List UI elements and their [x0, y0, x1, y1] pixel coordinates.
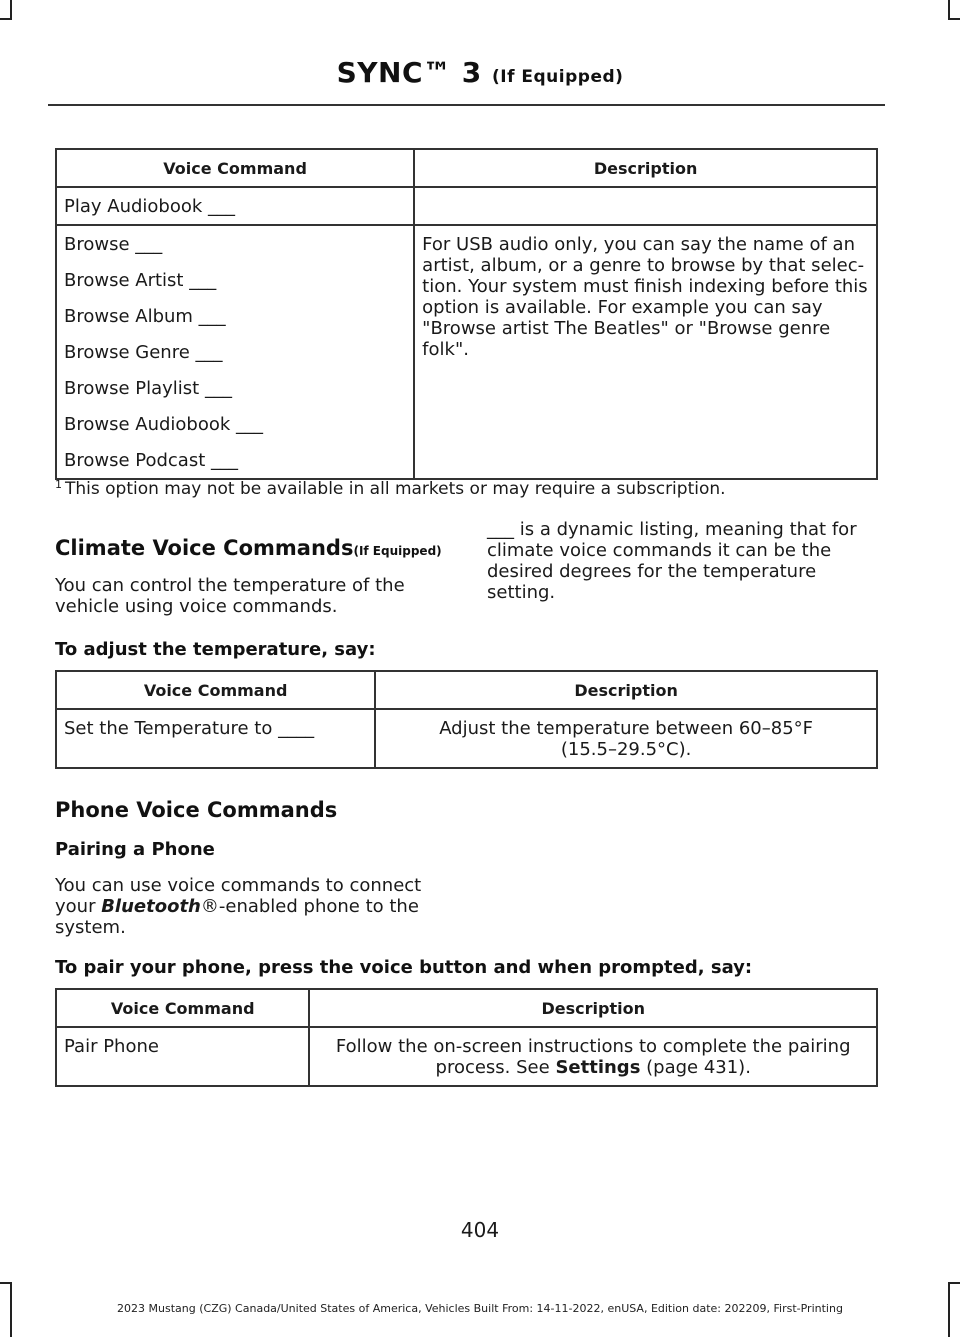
edition-info: 2023 Mustang (CZG) Canada/United States of America, Vehicles Built From: 14-11-2022, enUSA, Edition date: 202209, First-Printing — [117, 1302, 843, 1315]
crop-mark-top-right — [948, 0, 950, 20]
table-row — [56, 225, 877, 479]
table-header-row — [56, 149, 877, 187]
voice-command: Browse Playlist ___ — [64, 378, 232, 399]
footnote-marker: 1 — [55, 478, 62, 491]
page-header-title — [0, 56, 960, 89]
description-cell: For USB audio only, you can say the name of an artist, album, or a genre to browse by that selec-tion. Your system must finish indexing before this option is available. For example you can say "Browse artist The Beatles" or "Browse genre folk". — [414, 225, 877, 479]
voice-command-cell: Set the Temperature to ____ — [56, 709, 375, 768]
climate-dynamic-note: ___ is a dynamic listing, meaning that for climate voice commands it can be the desired degrees for the temperature setting. — [487, 519, 857, 603]
column-header-description: Description — [375, 671, 877, 709]
crop-mark-top-right — [948, 18, 960, 20]
page-reference: (page 431). — [640, 1057, 751, 1078]
settings-link[interactable]: Settings — [555, 1057, 641, 1078]
voice-command: Browse ___ — [64, 234, 163, 255]
column-header-voice-command: Voice Command — [56, 149, 414, 187]
voice-command: Browse Audiobook ___ — [64, 414, 264, 435]
pairing-subheading: Pairing a Phone — [55, 839, 215, 860]
phone-intro-after: ®-enabled phone to the system. — [55, 896, 419, 938]
voice-command-cell: Play Audiobook ___ — [56, 187, 414, 225]
header-divider — [48, 104, 885, 106]
climate-instruction: To adjust the temperature, say: — [55, 639, 376, 660]
footnote — [55, 478, 726, 499]
climate-heading-suffix: (If Equipped) — [353, 544, 442, 558]
phone-intro-before: You can use voice commands to connect your — [55, 875, 422, 917]
voice-command: Browse Podcast ___ — [64, 450, 238, 471]
voice-command-cell — [56, 225, 414, 479]
climate-section-heading — [55, 536, 442, 560]
crop-mark-bottom-left — [0, 1282, 12, 1284]
climate-voice-commands-table — [55, 670, 878, 769]
phone-instruction: To pair your phone, press the voice button and when prompted, say: — [55, 957, 753, 978]
table-row — [56, 709, 877, 768]
header-title-text: SYNC™ 3 — [336, 56, 482, 89]
table-row — [56, 187, 877, 225]
column-header-description: Description — [414, 149, 877, 187]
table-row — [56, 1027, 877, 1086]
phone-intro-text — [55, 875, 445, 938]
phone-section-heading: Phone Voice Commands — [55, 798, 338, 822]
voice-command: Browse Artist ___ — [64, 270, 217, 291]
column-header-description: Description — [309, 989, 877, 1027]
climate-intro-text: You can control the temperature of the vehicle using voice commands. — [55, 575, 405, 617]
pair-phone-description: Follow the on-screen instructions to complete the pairing process. See — [335, 1036, 851, 1078]
bluetooth-brand: Bluetooth — [101, 896, 201, 917]
page-number: 404 — [460, 1218, 500, 1242]
climate-heading-text: Climate Voice Commands — [55, 536, 354, 560]
table-header-row — [56, 989, 877, 1027]
description-cell — [309, 1027, 877, 1086]
header-title-suffix: (If Equipped) — [491, 67, 624, 87]
voice-command: Browse Album ___ — [64, 306, 226, 327]
column-header-voice-command: Voice Command — [56, 989, 309, 1027]
description-cell — [414, 187, 877, 225]
phone-voice-commands-table — [55, 988, 878, 1087]
voice-command-cell: Pair Phone — [56, 1027, 309, 1086]
crop-mark-top-left — [10, 0, 12, 20]
voice-command: Browse Genre ___ — [64, 342, 223, 363]
crop-mark-bottom-right — [948, 1282, 960, 1284]
footnote-text: This option may not be available in all markets or may require a subscription. — [65, 479, 726, 499]
media-voice-commands-table — [55, 148, 878, 480]
description-cell: Adjust the temperature between 60–85°F (15.5–29.5°C). — [375, 709, 877, 768]
crop-mark-top-left — [0, 18, 12, 20]
table-header-row — [56, 671, 877, 709]
column-header-voice-command: Voice Command — [56, 671, 375, 709]
